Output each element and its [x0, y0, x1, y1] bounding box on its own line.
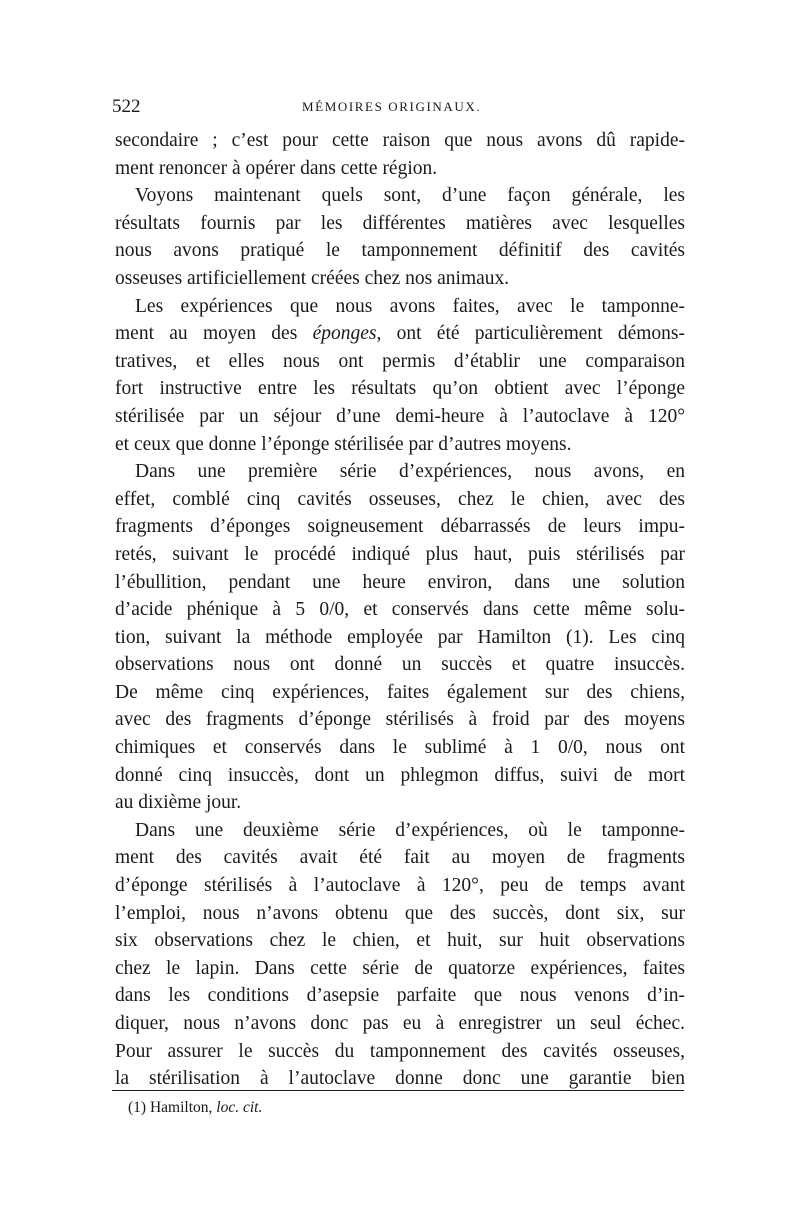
text-line: chez le lapin. Dans cette série de quatorze expériences, faites — [115, 957, 685, 979]
footnote-citation: loc. cit. — [216, 1099, 263, 1116]
text-line: Dans une deuxième série d’expériences, où le tamponne- — [135, 819, 685, 841]
text-line: nous avons pratiqué le tamponnement définitif des cavités — [115, 240, 685, 262]
text-line: chimiques et conservés dans le sublimé à 1 0/0, nous ont — [115, 737, 685, 759]
text-line: d’acide phénique à 5 0/0, et conservés dans cette même solu- — [115, 599, 685, 621]
text-line: la stérilisation à l’autoclave donne donc une garantie bien — [115, 1068, 685, 1090]
footnote-author: Hamilton, — [149, 1099, 213, 1116]
footnote-divider — [112, 1090, 684, 1091]
page-header — [112, 96, 682, 120]
text-line: résultats fournis par les différentes matières avec lesquelles — [115, 212, 685, 234]
text-line: effet, comblé cinq cavités osseuses, chez le chien, avec des — [115, 488, 685, 510]
footnote — [128, 1099, 262, 1117]
text-line: fort instructive entre les résultats qu’on obtient avec l’éponge — [115, 378, 685, 400]
page-number: 522 — [112, 96, 141, 117]
text-line: six observations chez le chien, et huit, sur huit observations — [115, 930, 685, 952]
running-title: MÉMOIRES ORIGINAUX. — [302, 99, 482, 114]
text-line: ment renoncer à opérer dans cette région. — [115, 157, 438, 179]
text-segment: , ont été particulièrement démons- — [376, 323, 685, 345]
text-line: dans les conditions d’asepsie parfaite que nous venons d’in- — [115, 985, 685, 1007]
text-line: Les expériences que nous avons faites, avec le tamponne- — [135, 295, 685, 317]
text-line: tratives, et elles nous ont permis d’établir une comparaison — [115, 350, 685, 372]
text-line: Pour assurer le succès du tamponnement des cavités osseuses, — [115, 1040, 685, 1062]
text-line: retés, suivant le procédé indiqué plus haut, puis stérilisés par — [115, 543, 685, 565]
text-line: avec des fragments d’éponge stérilisés à froid par des moyens — [115, 709, 685, 731]
text-segment: ment au moyen des — [115, 323, 313, 345]
text-line: secondaire ; c’est pour cette raison que nous avons dû rapide- — [115, 130, 685, 151]
text-line: Voyons maintenant quels sont, d’une façon générale, les — [135, 185, 685, 207]
footnote-marker: (1) — [128, 1099, 147, 1116]
text-line: et ceux que donne l’éponge stérilisée par d’autres moyens. — [115, 433, 572, 455]
text-line: De même cinq expériences, faites également sur des chiens, — [115, 681, 685, 703]
text-line: observations nous ont donné un succès et quatre insuccès. — [115, 654, 685, 676]
text-line: diquer, nous n’avons donc pas eu à enregistrer un seul échec. — [115, 1013, 685, 1034]
text-line — [115, 320, 685, 348]
text-line: l’emploi, nous n’avons obtenu que des succès, dont six, sur — [115, 902, 685, 924]
text-line: tion, suivant la méthode employée par Hamilton (1). Les cinq — [115, 626, 685, 648]
text-line: stérilisée par un séjour d’une demi-heure à l’autoclave à 120° — [115, 405, 685, 427]
text-line: au dixième jour. — [115, 792, 242, 814]
body-text — [115, 127, 685, 1093]
text-line: l’ébullition, pendant une heure environ, dans une solution — [115, 571, 685, 593]
text-line: fragments d’éponges soigneusement débarrassés de leurs impu- — [115, 516, 685, 538]
italic-term: éponges — [312, 323, 377, 345]
text-line: donné cinq insuccès, dont un phlegmon diffus, suivi de mort — [115, 764, 685, 786]
text-line: Dans une première série d’expériences, nous avons, en — [135, 461, 685, 483]
text-line: d’éponge stérilisés à l’autoclave à 120°, peu de temps avant — [115, 875, 685, 897]
text-line: osseuses artificiellement créées chez nos animaux. — [115, 267, 510, 289]
text-line: ment des cavités avait été fait au moyen de fragments — [115, 847, 685, 869]
